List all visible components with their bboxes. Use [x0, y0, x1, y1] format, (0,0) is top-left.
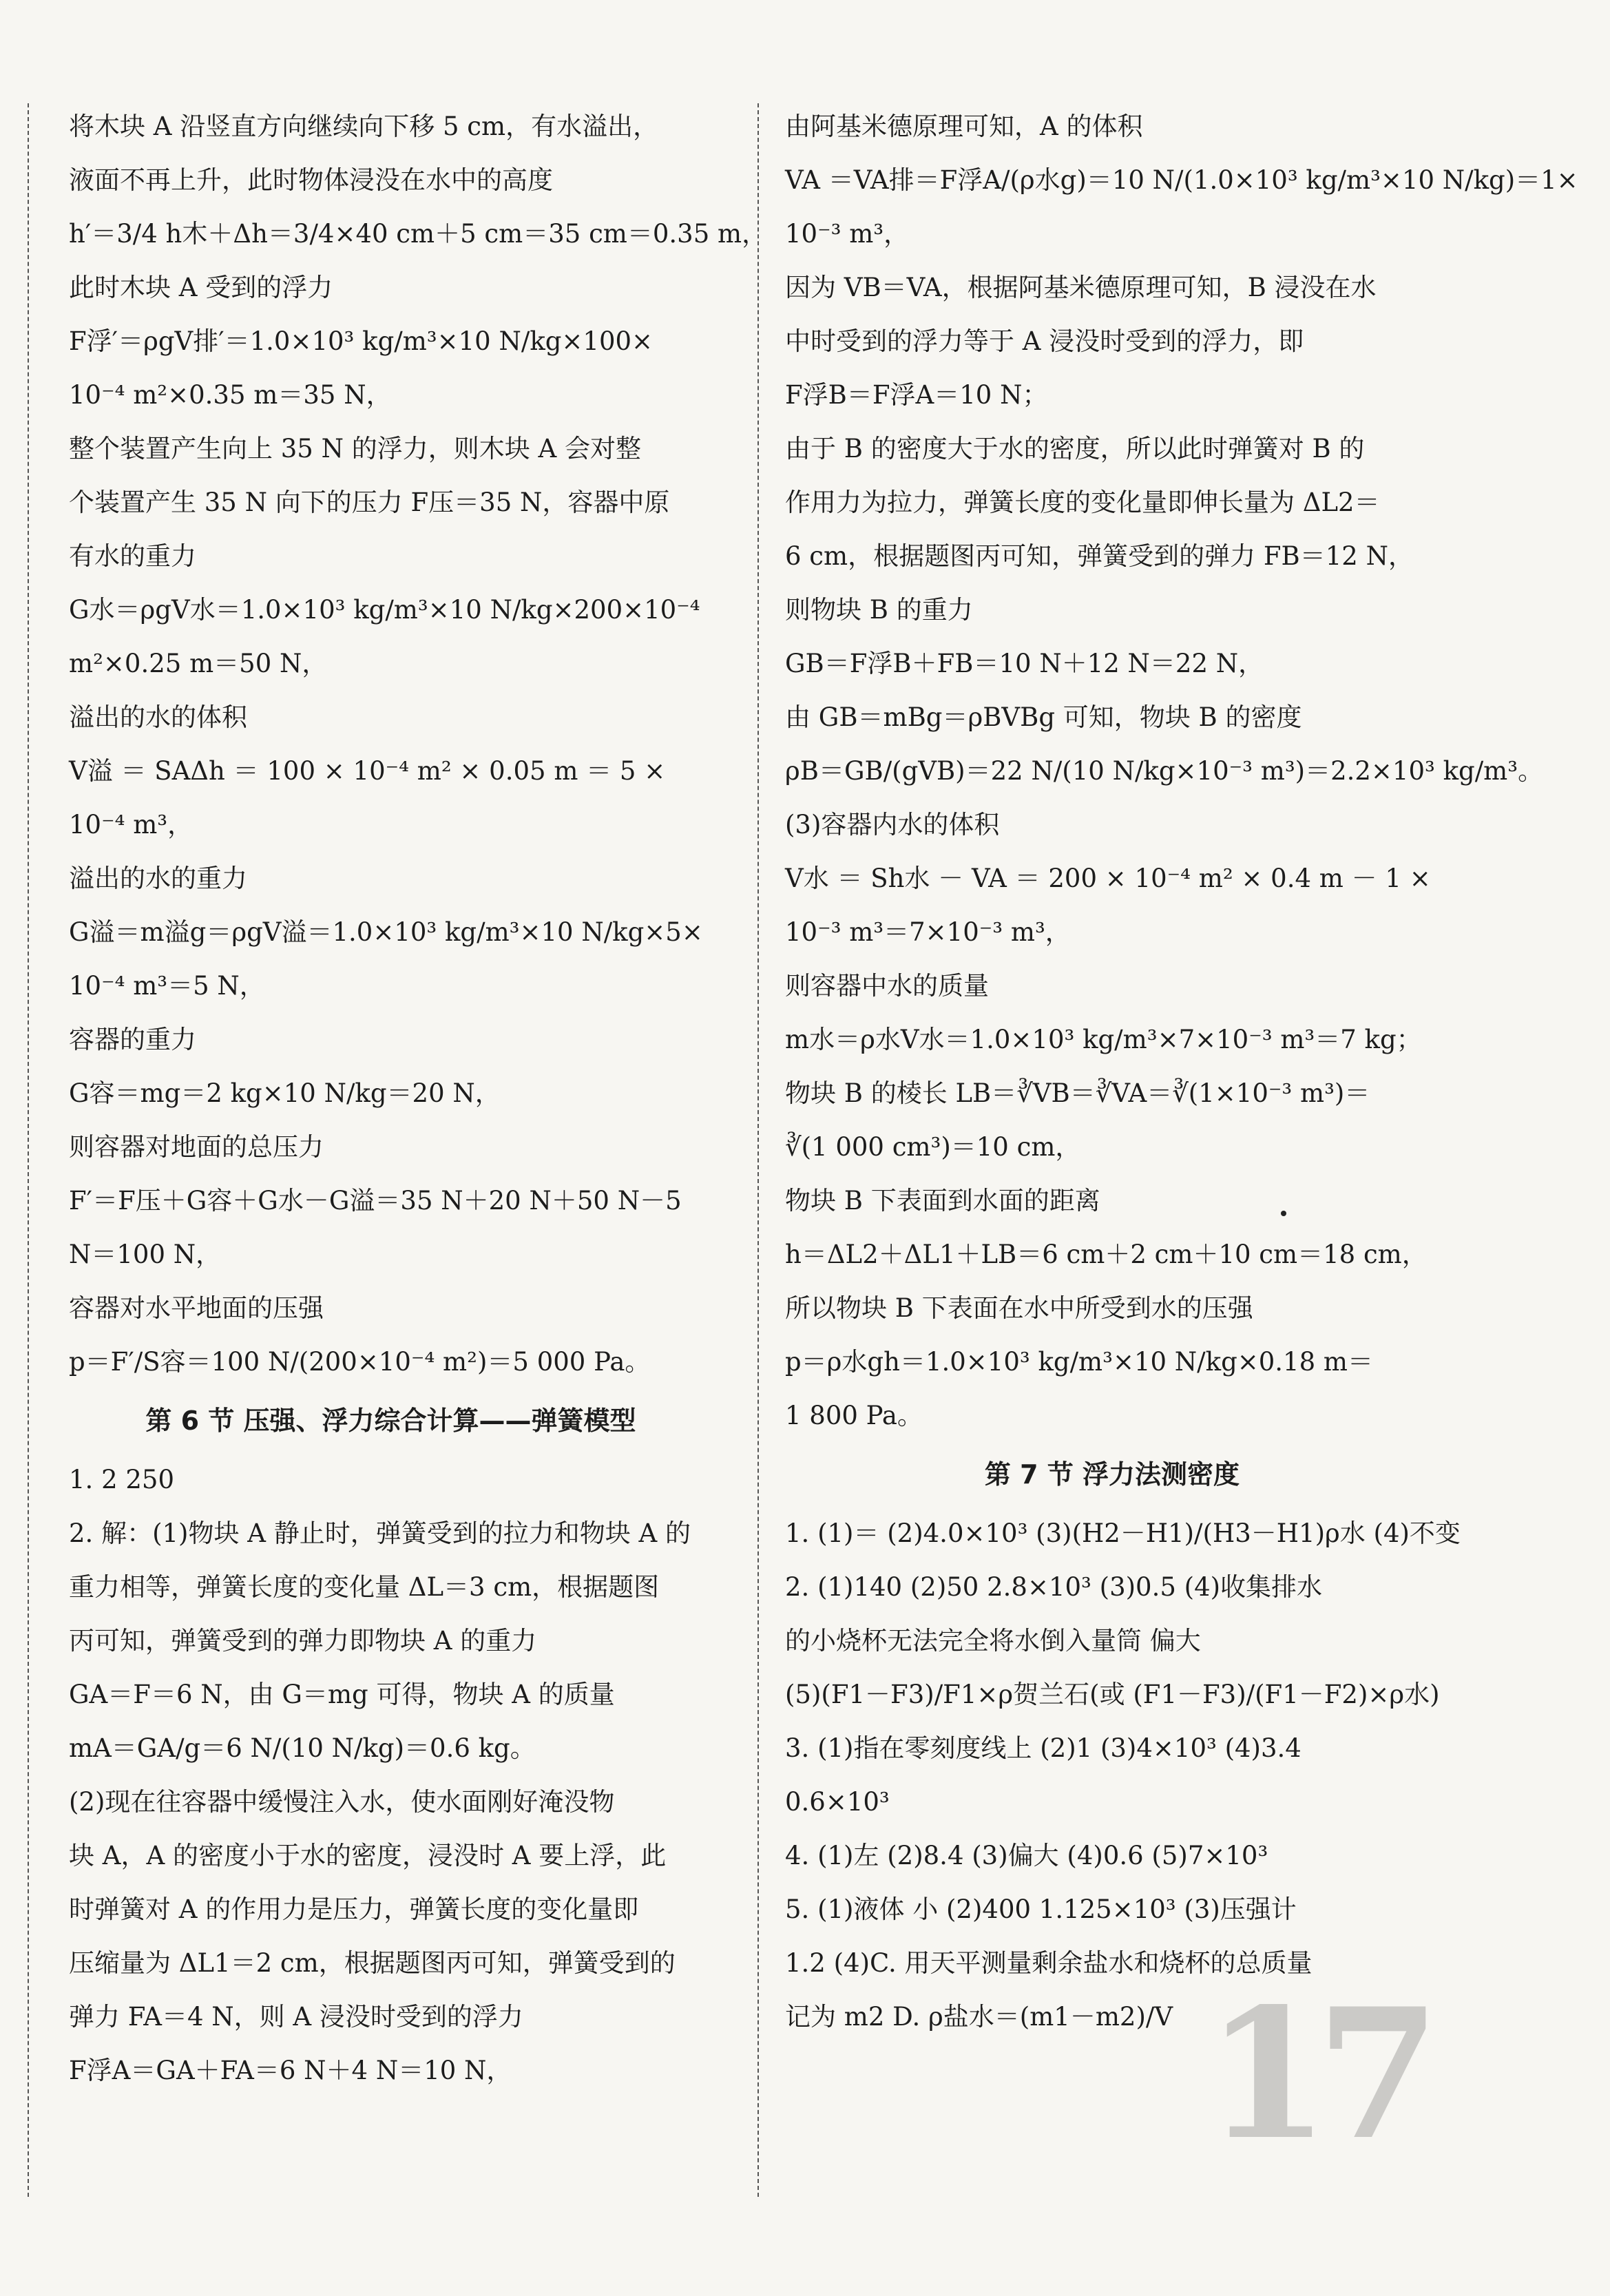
- text-line: p＝ρ水gh＝1.0×10³ kg/m³×10 N/kg×0.18 m＝: [785, 1347, 1373, 1377]
- text-line: m水＝ρ水V水＝1.0×10³ kg/m³×7×10⁻³ m³＝7 kg；: [785, 1025, 1422, 1054]
- text-line: 1 800 Pa。: [785, 1401, 923, 1430]
- text-line: 丙可知，弹簧受到的弹力即物块 A 的重力: [69, 1626, 537, 1656]
- text-line: 则容器中水的质量: [785, 971, 989, 1001]
- section-7-heading: 第 7 节 浮力法测密度: [984, 1459, 1240, 1490]
- text-line: 溢出的水的重力: [69, 864, 247, 893]
- text-line: 有水的重力: [69, 541, 196, 571]
- text-line: 中时受到的浮力等于 A 浸没时受到的浮力，即: [785, 326, 1304, 356]
- text-line: 1.2 (4)C. 用天平测量剩余盐水和烧杯的总质量: [785, 1948, 1313, 1978]
- text-line: 此时木块 A 受到的浮力: [69, 273, 333, 302]
- text-line: 作用力为拉力，弹簧长度的变化量即伸长量为 ΔL2＝: [785, 488, 1380, 517]
- text-line: 个装置产生 35 N 向下的压力 F压＝35 N，容器中原: [69, 488, 670, 517]
- text-line: 压缩量为 ΔL1＝2 cm，根据题图丙可知，弹簧受到的: [69, 1948, 676, 1978]
- text-line: G水＝ρgV水＝1.0×10³ kg/m³×10 N/kg×200×10⁻⁴: [69, 595, 700, 625]
- right-column: [785, 110, 1578, 2054]
- text-line: 将木块 A 沿竖直方向继续向下移 5 cm，有水溢出，: [69, 112, 659, 141]
- text-line: (5)(F1－F3)/F1×ρ贺兰石(或 (F1－F3)/(F1－F2)×ρ水): [785, 1680, 1440, 1709]
- text-line: p＝F′/S容＝100 N/(200×10⁻⁴ m²)＝5 000 Pa。: [69, 1347, 651, 1377]
- text-line: 10⁻⁴ m²×0.35 m＝35 N，: [69, 380, 392, 410]
- text-line: 6 cm，根据题图丙可知，弹簧受到的弹力 FB＝12 N，: [785, 541, 1414, 571]
- text-line: 则容器对地面的总压力: [69, 1132, 324, 1162]
- column-divider-rule: [757, 103, 759, 2197]
- text-line: 2. 解：(1)物块 A 静止时，弹簧受到的拉力和物块 A 的: [69, 1519, 691, 1548]
- text-line: 容器的重力: [69, 1025, 196, 1054]
- text-line: ∛(1 000 cm³)＝10 cm，: [785, 1132, 1081, 1162]
- text-line: F′＝F压＋G容＋G水－G溢＝35 N＋20 N＋50 N－5: [69, 1186, 682, 1215]
- text-line: GB＝F浮B＋FB＝10 N＋12 N＝22 N，: [785, 649, 1264, 678]
- text-line: 由于 B 的密度大于水的密度，所以此时弹簧对 B 的: [785, 434, 1365, 463]
- text-line: 由 GB＝mBg＝ρBVBg 可知，物块 B 的密度: [785, 702, 1302, 732]
- text-line: mA＝GA/g＝6 N/(10 N/kg)＝0.6 kg。: [69, 1733, 536, 1763]
- text-line: F浮B＝F浮A＝10 N；: [785, 380, 1048, 410]
- text-line: GA＝F＝6 N，由 G＝mg 可得，物块 A 的质量: [69, 1680, 615, 1709]
- text-line: 1. 2 250: [69, 1465, 174, 1494]
- text-line: (2)现在往容器中缓慢注入水，使水面刚好淹没物: [69, 1787, 615, 1817]
- text-line: 溢出的水的体积: [69, 702, 247, 732]
- text-line: 则物块 B 的重力: [785, 595, 973, 625]
- section-6-heading: 第 6 节 压强、浮力综合计算——弹簧模型: [145, 1406, 636, 1436]
- text-line: 物块 B 的棱长 LB＝∛VB＝∛VA＝∛(1×10⁻³ m³)＝: [785, 1078, 1370, 1108]
- text-line: h′＝3/4 h木＋Δh＝3/4×40 cm＋5 cm＝35 cm＝0.35 m，: [69, 219, 768, 249]
- text-line: F浮A＝GA＋FA＝6 N＋4 N＝10 N，: [69, 2056, 512, 2085]
- text-line: 记为 m2 D. ρ盐水＝(m1－m2)/V: [785, 2002, 1173, 2032]
- text-line: 5. (1)液体 小 (2)400 1.125×10³ (3)压强计: [785, 1895, 1297, 1924]
- text-line: 块 A，A 的密度小于水的密度，浸没时 A 要上浮，此: [69, 1841, 667, 1870]
- text-line: VA ＝VA排＝F浮A/(ρ水g)＝10 N/(1.0×10³ kg/m³×10 N/kg)＝1×: [785, 165, 1578, 195]
- text-line: 3. (1)指在零刻度线上 (2)1 (3)4×10³ (4)3.4: [785, 1733, 1301, 1763]
- stray-dot-mark: [1281, 1211, 1286, 1216]
- text-line: 10⁻⁴ m³，: [69, 810, 194, 839]
- text-line: 10⁻⁴ m³＝5 N，: [69, 971, 265, 1001]
- left-column: [69, 110, 768, 2108]
- text-line: 液面不再上升，此时物体浸没在水中的高度: [69, 165, 553, 195]
- text-line: 10⁻³ m³，: [785, 219, 910, 249]
- text-line: 物块 B 下表面到水面的距离: [785, 1186, 1100, 1215]
- text-line: 所以物块 B 下表面在水中所受到水的压强: [785, 1293, 1253, 1323]
- text-line: N＝100 N，: [69, 1240, 222, 1269]
- text-line: 由阿基米德原理可知，A 的体积: [785, 112, 1143, 141]
- text-line: 容器对水平地面的压强: [69, 1293, 324, 1323]
- text-line: 0.6×10³: [785, 1787, 890, 1817]
- text-line: ρB＝GB/(gVB)＝22 N/(10 N/kg×10⁻³ m³)＝2.2×10³ kg/m³。: [785, 756, 1544, 786]
- text-line: V水 ＝ Sh水 － VA ＝ 200 × 10⁻⁴ m² × 0.4 m － 1 ×: [785, 864, 1431, 893]
- text-line: G溢＝m溢g＝ρgV溢＝1.0×10³ kg/m³×10 N/kg×5×: [69, 917, 703, 947]
- text-line: 1. (1)＝ (2)4.0×10³ (3)(H2－H1)/(H3－H1)ρ水 (4)不变: [785, 1519, 1461, 1548]
- text-line: 2. (1)140 (2)50 2.8×10³ (3)0.5 (4)收集排水: [785, 1572, 1323, 1602]
- text-line: 4. (1)左 (2)8.4 (3)偏大 (4)0.6 (5)7×10³: [785, 1841, 1268, 1870]
- text-line: m²×0.25 m＝50 N，: [69, 649, 328, 678]
- text-line: 因为 VB＝VA，根据阿基米德原理可知，B 浸没在水: [785, 273, 1377, 302]
- left-margin-rule: [28, 103, 29, 2197]
- text-line: F浮′＝ρgV排′＝1.0×10³ kg/m³×10 N/kg×100×: [69, 326, 654, 356]
- text-line: 重力相等，弹簧长度的变化量 ΔL＝3 cm，根据题图: [69, 1572, 660, 1602]
- text-line: 10⁻³ m³＝7×10⁻³ m³，: [785, 917, 1071, 947]
- text-line: 弹力 FA＝4 N，则 A 浸没时受到的浮力: [69, 2002, 523, 2032]
- text-line: 的小烧杯无法完全将水倒入量筒 偏大: [785, 1626, 1201, 1656]
- text-line: 时弹簧对 A 的作用力是压力，弹簧长度的变化量即: [69, 1895, 639, 1924]
- text-line: 整个装置产生向上 35 N 的浮力，则木块 A 会对整: [69, 434, 641, 463]
- text-line: (3)容器内水的体积: [785, 810, 1000, 839]
- text-line: V溢 ＝ SAΔh ＝ 100 × 10⁻⁴ m² × 0.05 m ＝ 5 ×: [69, 756, 666, 786]
- text-line: G容＝mg＝2 kg×10 N/kg＝20 N，: [69, 1078, 501, 1108]
- page-number: 17: [1205, 1970, 1427, 2180]
- text-line: h＝ΔL2＋ΔL1＋LB＝6 cm＋2 cm＋10 cm＝18 cm，: [785, 1240, 1428, 1269]
